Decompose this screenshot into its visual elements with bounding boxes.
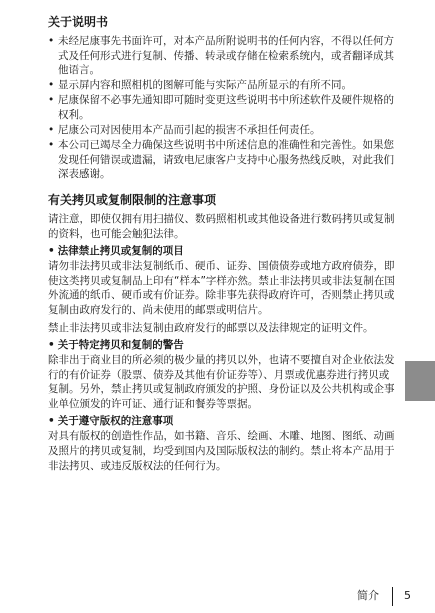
- subheading-copyright-notice: [48, 414, 396, 429]
- bullet-marker: •: [48, 79, 55, 92]
- footer-divider: [392, 587, 393, 606]
- list-item-text: 显示屏内容和照相机的图解可能与实际产品所显示的有所不同。: [58, 79, 352, 92]
- specific-copy-warning-paragraph: 除非出于商业目的所必须的极少量的拷贝以外，也请不要擅自对企业依法发行的有价证券（股票、债券及其他有价证券等）、月票或优惠券进行拷贝或复制。另外，禁止拷贝或复制政府颁发的护照、身份证以及公共机构或企事业单位颁发的许可证、通行证和餐券等票据。: [48, 354, 395, 410]
- page-number: 5: [404, 589, 411, 602]
- manual-page: [48, 14, 396, 473]
- bullet-marker: •: [48, 245, 55, 258]
- chapter-side-tab: [405, 361, 435, 401]
- subheading-prohibited-items: [48, 244, 396, 259]
- subheading-text: 关于遵守版权的注意事项: [57, 415, 174, 428]
- list-item: [48, 34, 396, 78]
- subheading-text: 关于特定拷贝和复制的警告: [57, 339, 184, 352]
- bullet-marker: •: [48, 124, 55, 137]
- about-manual-bullet-list: [48, 34, 396, 182]
- copy-restrictions-intro: 请注意，即使仅拥有用扫描仪、数码照相机或其他设备进行数码拷贝或复制的资料，也可能会触犯法律。: [48, 212, 395, 240]
- copyright-notice-paragraph: 对具有版权的创造性作品，如书籍、音乐、绘画、木雕、地图、图纸、动画及照片的拷贝或复制，均受到国内及国际版权法的制约。禁止将本产品用于非法拷贝、或违反版权法的任何行为。: [48, 430, 395, 472]
- prohibited-items-paragraph: 请勿非法拷贝或非法复制纸币、硬币、证券、国债债券或地方政府债券，即使这类拷贝或复制品上印有“样本”字样亦然。禁止非法拷贝或非法复制在国外流通的纸币、硬币或有价证券。除非事先获得政府许可，否则禁止拷贝或复制由政府发行的、尚未使用的邮票或明信片。: [48, 260, 395, 316]
- subheading-specific-copy-warning: [48, 338, 396, 353]
- list-item-text: 未经尼康事先书面许可，对本产品所附说明书的任何内容，不得以任何方式及任何形式进行复制、传播、转录或存储在检索系统内，或者翻译成其他语言。: [58, 35, 394, 77]
- bullet-marker: •: [48, 415, 55, 428]
- section-title-about-manual: 关于说明书: [48, 15, 109, 29]
- bullet-marker: •: [48, 139, 55, 152]
- bullet-marker: •: [48, 35, 55, 47]
- section-title-copy-restrictions: 有关拷贝或复制限制的注意事项: [48, 192, 217, 207]
- list-item-text: 尼康保留不必事先通知即可随时变更这些说明书中所述软件及硬件规格的权利。: [58, 94, 394, 121]
- prohibited-items-paragraph-2: 禁止非法拷贝或非法复制由政府发行的邮票以及法律规定的证明文件。: [48, 321, 374, 334]
- bullet-marker: •: [48, 94, 55, 107]
- list-item: [48, 123, 396, 138]
- footer-section-label: 简介: [357, 589, 379, 602]
- list-item-text: 尼康公司对因使用本产品而引起的损害不承担任何责任。: [58, 124, 321, 137]
- list-item: [48, 78, 396, 93]
- list-item: [48, 138, 396, 182]
- subheading-text: 法律禁止拷贝或复制的项目: [57, 245, 184, 258]
- list-item: [48, 93, 396, 122]
- list-item-text: 本公司已竭尽全力确保这些说明书中所述信息的准确性和完善性。如果您发现任何错误或遗漏，请致电尼康客户支持中心服务热线反映，对此我们深表感谢。: [58, 139, 394, 181]
- bullet-marker: •: [48, 339, 55, 352]
